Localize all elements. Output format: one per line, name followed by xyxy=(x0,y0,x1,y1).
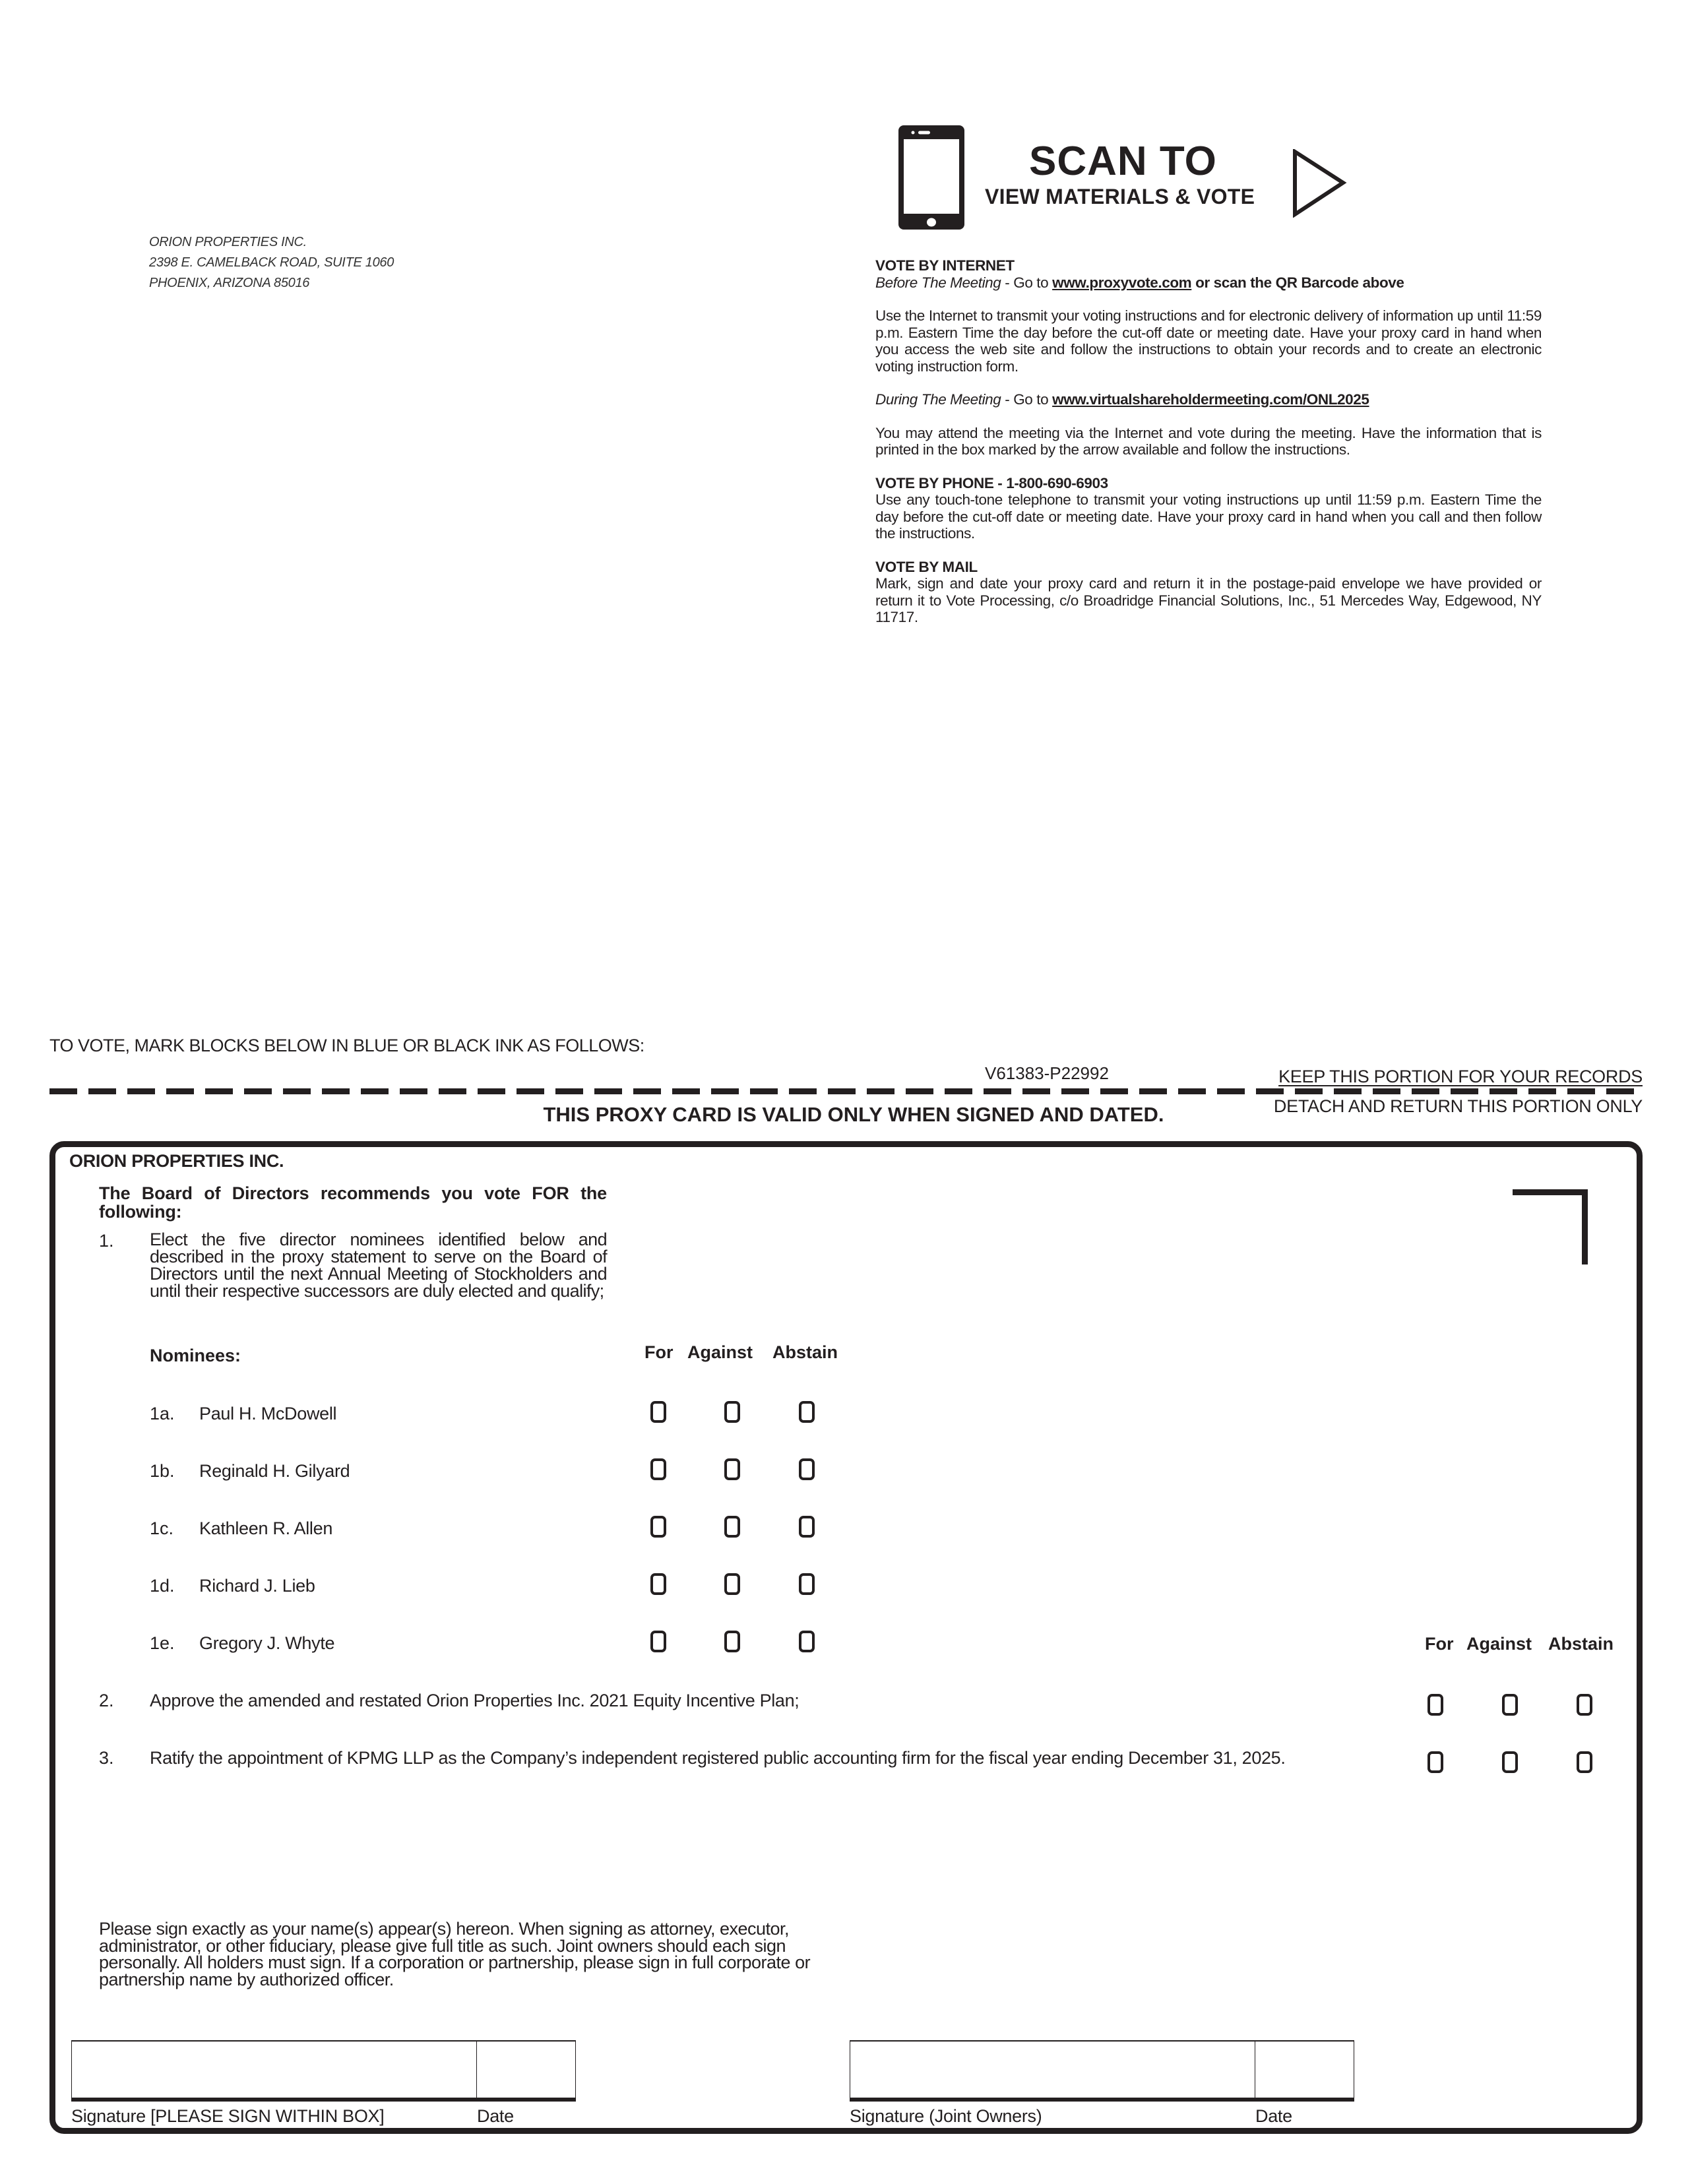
vote-1c-for-checkbox[interactable] xyxy=(650,1516,666,1538)
internet-before-body: Use the Internet to transmit your voting instructions and for electronic delivery of information up until 11:59 p.m. Eastern Time the day before the cut-off date or meeting date. Have your proxy card in hand when you access the web site and follow the instructions to obtain your records and to create an electronic voting instruction form. xyxy=(875,307,1542,375)
vote-1b-against-checkbox[interactable] xyxy=(724,1458,740,1480)
vote-3-for-checkbox[interactable] xyxy=(1427,1751,1443,1773)
vote-1a-against-checkbox[interactable] xyxy=(724,1401,740,1423)
joint-date-label: Date xyxy=(1255,2106,1292,2126)
vote-1e-for-checkbox[interactable] xyxy=(650,1631,666,1652)
internet-before-line: Before The Meeting - Go to www.proxyvote.com or scan the QR Barcode above xyxy=(875,274,1404,291)
proposal-3-text: Ratify the appointment of KPMG LLP as the Company’s independent registered public accounting firm for the fiscal year ending December 31, 2025. xyxy=(150,1748,1286,1768)
vote-1b-abstain-checkbox[interactable] xyxy=(799,1458,815,1480)
nominee-1a-id: 1a. xyxy=(150,1404,175,1423)
primary-signature-field[interactable] xyxy=(71,2040,477,2102)
scan-title: SCAN TO xyxy=(1029,139,1217,184)
proposal-3-number: 3. xyxy=(99,1748,114,1768)
nominee-1a-name: Paul H. McDowell xyxy=(199,1404,337,1423)
vote-1b-for-checkbox[interactable] xyxy=(650,1458,666,1480)
primary-date-label: Date xyxy=(477,2106,514,2126)
perforation-line xyxy=(49,1088,1643,1094)
card-company-name: ORION PROPERTIES INC. xyxy=(69,1151,284,1171)
mail-body: Mark, sign and date your proxy card and return it in the postage-paid envelope we have provided or return it to Vote Processing, c/o Broadridge Financial Solutions, Inc., 51 Mercedes Way, Edgewood, NY 11717. xyxy=(875,575,1542,625)
nominee-1c-name: Kathleen R. Allen xyxy=(199,1518,333,1538)
vote-1a-for-checkbox[interactable] xyxy=(650,1401,666,1423)
control-id: V61383-P22992 xyxy=(985,1063,1109,1083)
internet-during-body: You may attend the meeting via the Internet and vote during the meeting. Have the information that is printed in the box marked by the arrow available and follow the instructions. xyxy=(875,424,1542,458)
return-address xyxy=(149,232,394,294)
vote-3-against-checkbox[interactable] xyxy=(1502,1751,1518,1773)
vote-1c-abstain-checkbox[interactable] xyxy=(799,1516,815,1538)
vote-1a-abstain-checkbox[interactable] xyxy=(799,1401,815,1423)
proposal-2-text: Approve the amended and restated Orion Properties Inc. 2021 Equity Incentive Plan; xyxy=(150,1691,800,1710)
phone-body: Use any touch-tone telephone to transmit your voting instructions up until 11:59 p.m. Eastern Time the day before the cut-off date or meeting date. Have your proxy card in hand when you call and then follow the instructions. xyxy=(875,491,1542,542)
nominee-1e-id: 1e. xyxy=(150,1633,175,1653)
vote-1e-abstain-checkbox[interactable] xyxy=(799,1631,815,1652)
mail-heading: VOTE BY MAIL xyxy=(875,558,978,575)
board-recommendation: The Board of Directors recommends you vote FOR the following: xyxy=(99,1183,607,1222)
joint-signature-label: Signature (Joint Owners) xyxy=(850,2106,1042,2126)
internet-during-line: During The Meeting - Go to www.virtualshareholdermeeting.com/ONL2025 xyxy=(875,391,1369,408)
address-city: PHOENIX, ARIZONA 85016 xyxy=(149,276,310,290)
vote-2-for-checkbox[interactable] xyxy=(1427,1694,1443,1716)
vote-2-against-checkbox[interactable] xyxy=(1502,1694,1518,1716)
vote-2-abstain-checkbox[interactable] xyxy=(1577,1694,1592,1716)
vote-1e-against-checkbox[interactable] xyxy=(724,1631,740,1652)
smartphone-icon xyxy=(897,124,966,231)
vote-1d-abstain-checkbox[interactable] xyxy=(799,1573,815,1595)
vote-1c-against-checkbox[interactable] xyxy=(724,1516,740,1538)
col-abstain-proposals: Abstain xyxy=(1548,1634,1614,1654)
play-triangle-icon xyxy=(1292,149,1347,218)
signing-instructions: Please sign exactly as your name(s) appear(s) hereon. When signing as attorney, executor, administrator, or other fiduciary, please give full title as such. Joint owners should each sign personally. All holders must sign. If a corporation or partnership, please sign in full corporate or partnership name by authorized officer. xyxy=(99,1919,811,1989)
proxyvote-link[interactable]: www.proxyvote.com xyxy=(1052,274,1192,291)
col-abstain: Abstain xyxy=(772,1342,838,1362)
nominees-label: Nominees: xyxy=(150,1346,241,1365)
detach-portion-label: DETACH AND RETURN THIS PORTION ONLY xyxy=(1273,1096,1643,1116)
address-company: ORION PROPERTIES INC. xyxy=(149,235,307,249)
virtual-meeting-link[interactable]: www.virtualshareholdermeeting.com/ONL2025 xyxy=(1052,391,1369,408)
vote-1d-for-checkbox[interactable] xyxy=(650,1573,666,1595)
proposal-2-number: 2. xyxy=(99,1691,114,1710)
joint-signature-field[interactable] xyxy=(850,2040,1255,2102)
valid-notice: THIS PROXY CARD IS VALID ONLY WHEN SIGNED AND DATED. xyxy=(543,1103,1164,1126)
vote-3-abstain-checkbox[interactable] xyxy=(1577,1751,1592,1773)
col-for-proposals: For xyxy=(1425,1634,1454,1654)
keep-portion-label: KEEP THIS PORTION FOR YOUR RECORDS xyxy=(1278,1067,1643,1086)
scan-subtitle: VIEW MATERIALS & VOTE xyxy=(985,185,1255,208)
joint-date-field[interactable] xyxy=(1255,2040,1354,2102)
corner-registration-mark xyxy=(1513,1189,1588,1264)
nominee-1d-name: Richard J. Lieb xyxy=(199,1576,315,1596)
nominee-1e-name: Gregory J. Whyte xyxy=(199,1633,335,1653)
primary-date-field[interactable] xyxy=(477,2040,576,2102)
phone-heading: VOTE BY PHONE - 1-800-690-6903 xyxy=(875,474,1108,491)
col-for: For xyxy=(644,1342,674,1362)
nominee-1d-id: 1d. xyxy=(150,1576,175,1596)
proposal-1-text: Elect the five director nominees identified below and described in the proxy statement to serve on the Board of Directors until the next Annual Meeting of Stockholders and until their respective successors are duly elected and qualify; xyxy=(150,1230,607,1301)
voting-instructions xyxy=(875,257,1542,626)
nominee-1c-id: 1c. xyxy=(150,1518,174,1538)
mark-instruction: TO VOTE, MARK BLOCKS BELOW IN BLUE OR BLACK INK AS FOLLOWS: xyxy=(49,1036,644,1055)
vote-1d-against-checkbox[interactable] xyxy=(724,1573,740,1595)
address-street: 2398 E. CAMELBACK ROAD, SUITE 1060 xyxy=(149,255,394,270)
primary-signature-label: Signature [PLEASE SIGN WITHIN BOX] xyxy=(71,2106,385,2126)
proposal-1-number: 1. xyxy=(99,1231,114,1251)
col-against-proposals: Against xyxy=(1466,1634,1532,1654)
nominee-1b-id: 1b. xyxy=(150,1461,175,1481)
col-against: Against xyxy=(687,1342,753,1362)
nominee-1b-name: Reginald H. Gilyard xyxy=(199,1461,350,1481)
internet-heading: VOTE BY INTERNET xyxy=(875,257,1015,274)
